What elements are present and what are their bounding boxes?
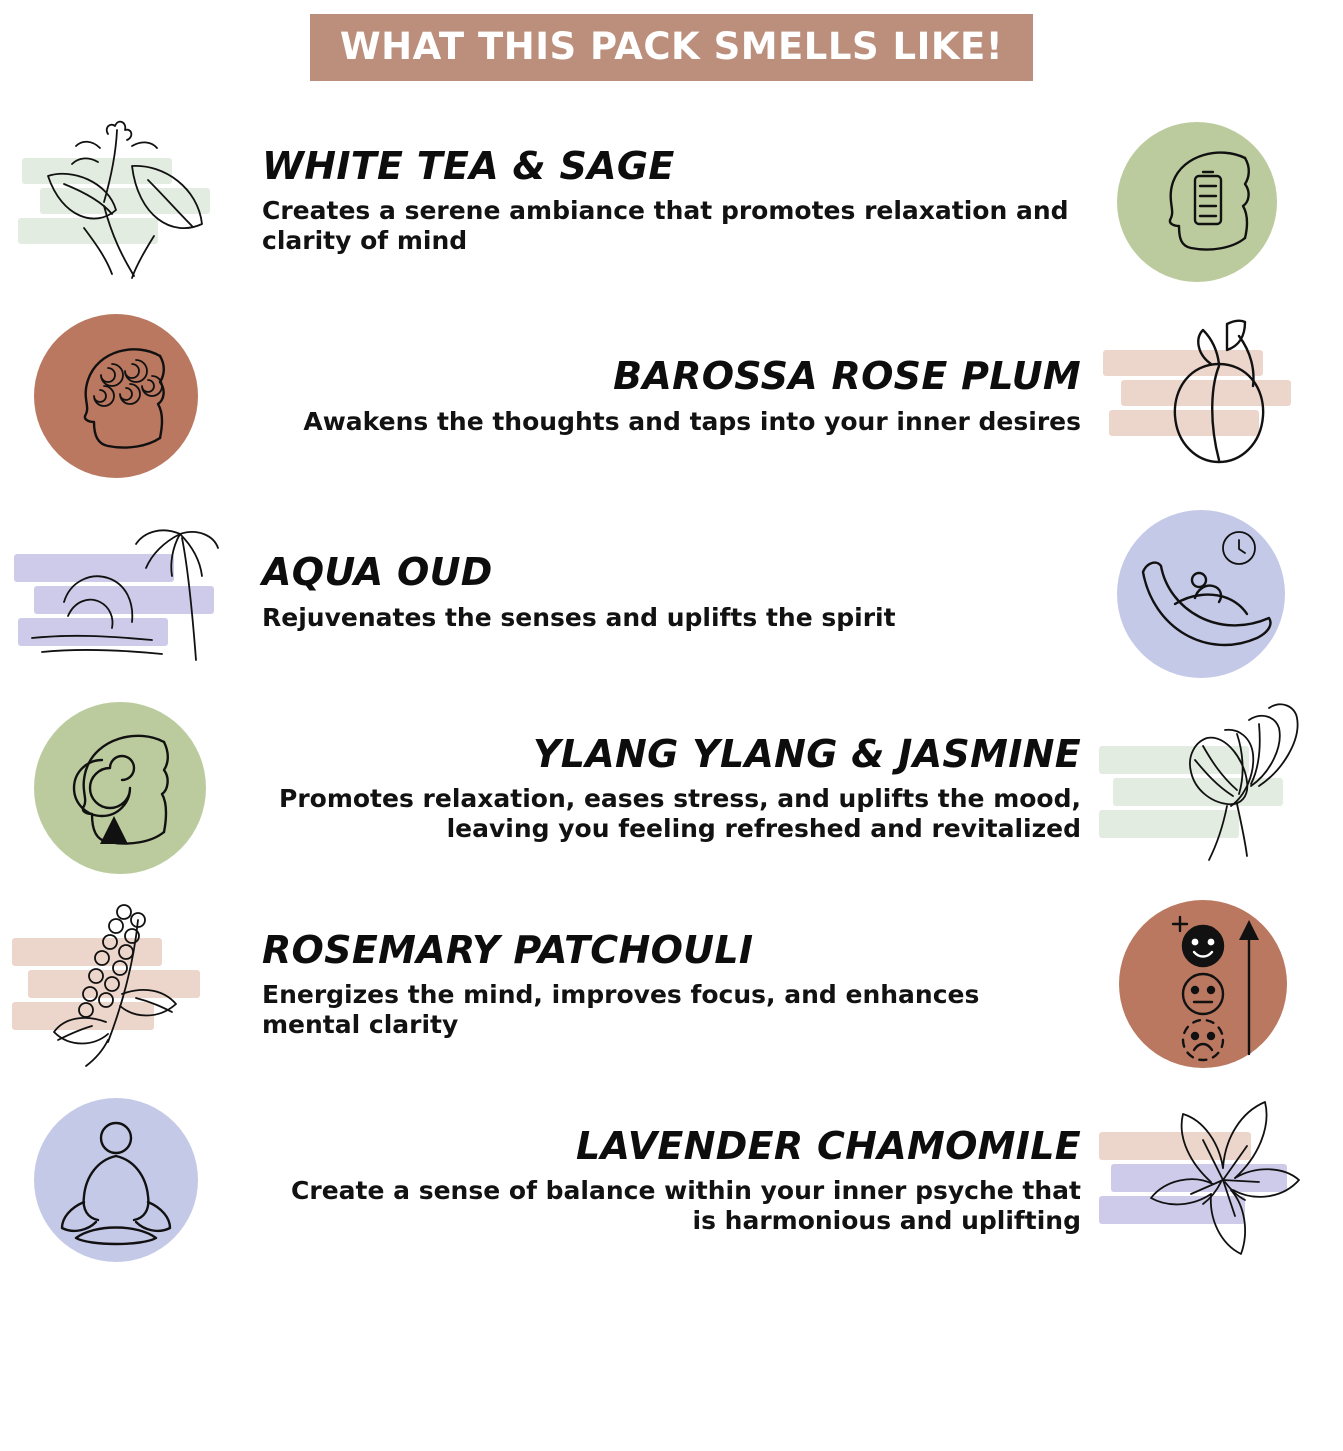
header <box>0 0 1343 81</box>
scent-description: Rejuvenates the senses and uplifts the spirit <box>262 603 896 633</box>
scent-title: YLANG YLANG & JASMINE <box>532 731 1081 776</box>
list-item <box>0 1083 1343 1279</box>
scent-title: BAROSSA ROSE PLUM <box>613 354 1081 399</box>
page-title: WHAT THIS PACK SMELLS LIKE! <box>310 14 1033 81</box>
plum-fruit-icon <box>1099 302 1331 492</box>
ylang-flower-icon <box>1099 694 1331 884</box>
scent-copy <box>244 1123 1099 1236</box>
meditation-pose-icon <box>12 1086 244 1276</box>
lily-flower-icon <box>1099 1086 1331 1276</box>
scent-list <box>0 103 1343 1279</box>
list-item <box>0 691 1343 887</box>
list-item <box>0 103 1343 299</box>
scent-copy <box>244 927 1099 1040</box>
scent-title: ROSEMARY PATCHOULI <box>262 927 754 972</box>
scent-description: Energizes the mind, improves focus, and enhances mental clarity <box>262 980 980 1039</box>
list-item <box>0 887 1343 1083</box>
scent-copy <box>244 354 1099 437</box>
hammock-moon-icon <box>1099 498 1331 688</box>
scent-description: Awakens the thoughts and taps into your inner desires <box>303 407 1081 437</box>
list-item <box>0 495 1343 691</box>
head-battery-icon <box>1099 106 1331 296</box>
mood-scale-icon <box>1099 890 1331 1080</box>
scent-description: Promotes relaxation, eases stress, and uplifts the mood, leaving you feeling refreshed and revitalized <box>279 784 1081 843</box>
head-spiral-icon <box>12 694 244 884</box>
list-item <box>0 299 1343 495</box>
sage-sprig-icon <box>12 106 244 296</box>
scent-copy <box>244 550 1099 633</box>
scent-copy <box>244 731 1099 844</box>
scent-description: Creates a serene ambiance that promotes relaxation and clarity of mind <box>262 196 1069 255</box>
scent-title: LAVENDER CHAMOMILE <box>576 1123 1081 1168</box>
scent-description: Create a sense of balance within your inner psyche that is harmonious and uplifting <box>291 1176 1081 1235</box>
scent-title: AQUA OUD <box>262 550 493 595</box>
lavender-stem-icon <box>12 890 244 1080</box>
scent-copy <box>244 143 1099 256</box>
palm-wave-icon <box>12 498 244 688</box>
scent-title: WHITE TEA & SAGE <box>262 143 675 188</box>
head-swirls-icon <box>12 302 244 492</box>
